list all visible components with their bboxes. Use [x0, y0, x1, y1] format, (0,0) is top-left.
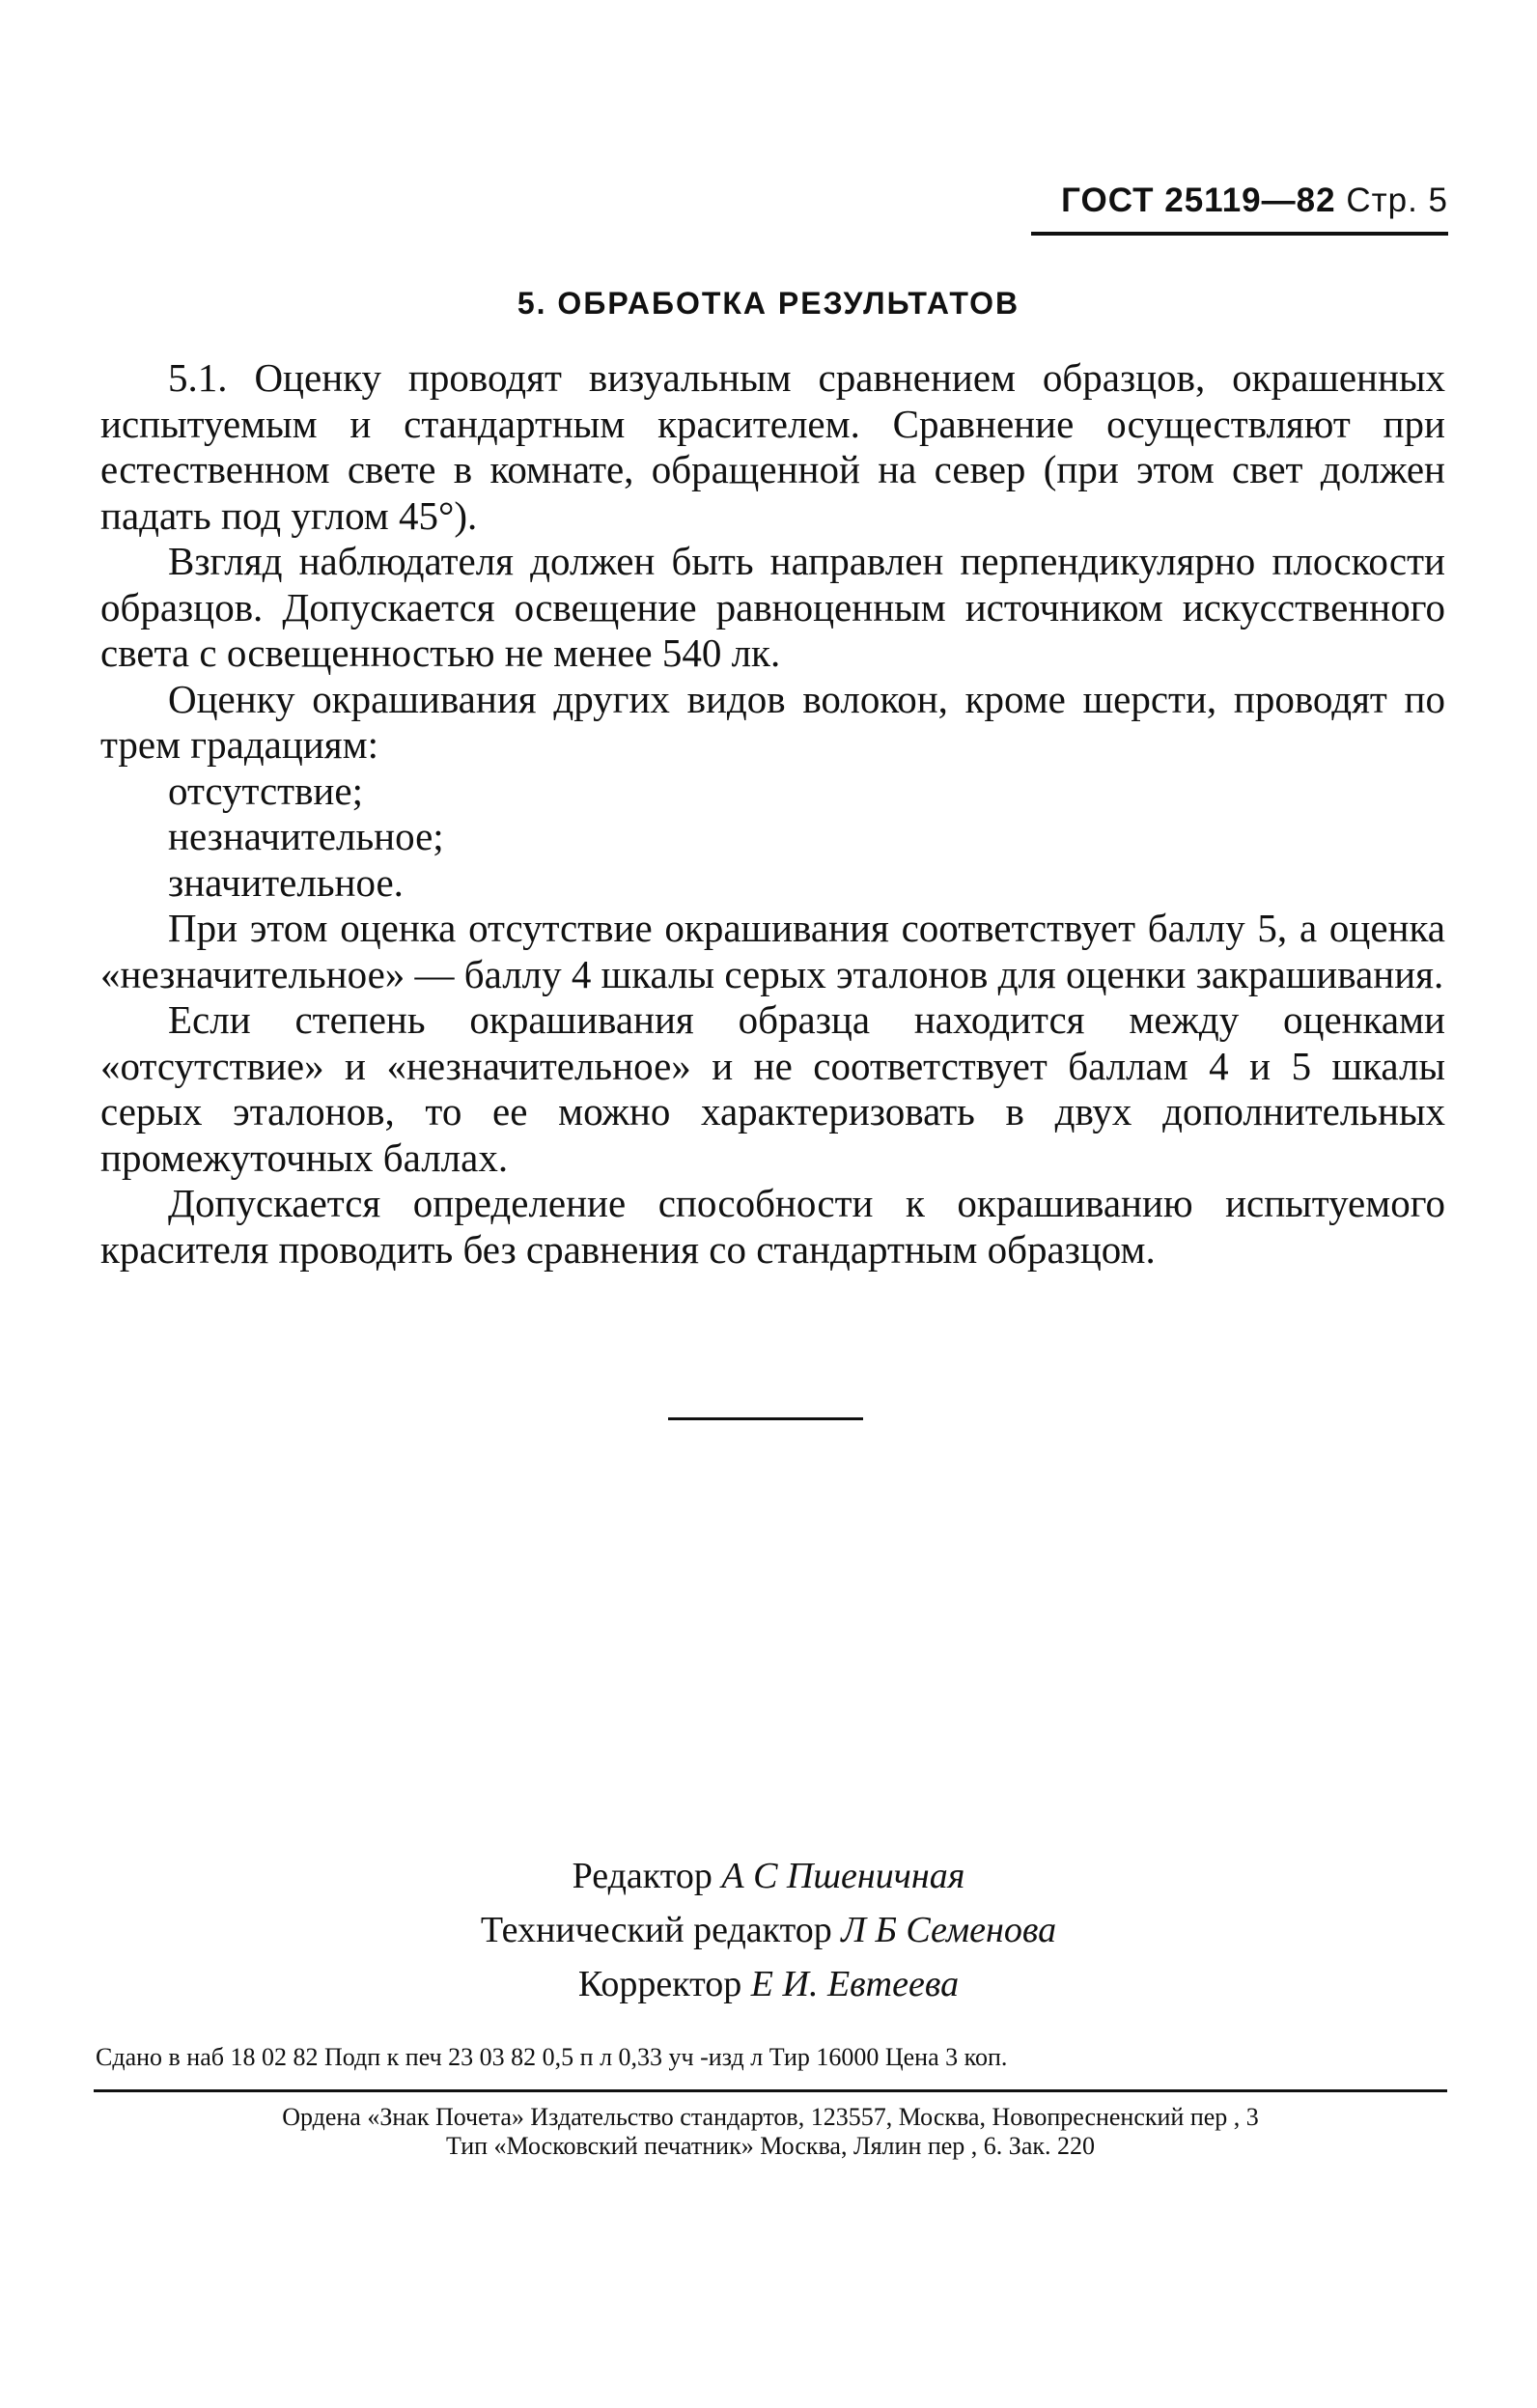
section-body: [100, 355, 1445, 1273]
credits: [0, 1849, 1537, 2011]
paragraph-observer: Взгляд наблюдателя должен быть направлен перпендикулярно плоскости образцов. Допускается освещение равноценным источником искусственного света с освещенностью не менее 540 лк.: [100, 539, 1445, 675]
corrector-line: [0, 1957, 1537, 2011]
publisher-footer: [94, 2103, 1447, 2161]
header-rule: [1031, 232, 1448, 236]
paragraph-5-1: 5.1. Оценку проводят визуальным сравнением образцов, окрашенных испытуемым и стандартным красителем. Сравнение осуществляют при естественном свете в комнате, обращенной на север (при этом свет должен падать под углом 45°).: [100, 355, 1445, 538]
section-end-rule: [668, 1417, 863, 1420]
editor-label: Редактор: [572, 1856, 713, 1896]
paragraph-scores: При этом оценка отсутствие окрашивания соответствует баллу 5, а оценка «незначительное» — баллу 4 шкалы серых эталонов для оценки закрашивания.: [100, 906, 1445, 996]
corrector-name: Е И. Евтеева: [750, 1964, 960, 2004]
tech-editor-name: Л Б Семенова: [841, 1910, 1057, 1950]
tech-editor-line: [0, 1903, 1537, 1957]
paragraph-intermediate: Если степень окрашивания образца находится между оценками «отсутствие» и «незначительное» и не соответствует баллам 4 и 5 шкалы серых эталонов, то ее можно характеризовать в двух дополнительных промежуточных баллах.: [100, 997, 1445, 1180]
editor-name: А С Пшеничная: [721, 1856, 965, 1896]
standard-code: ГОСТ 25119—82: [1061, 182, 1336, 219]
list-item: значительное.: [168, 859, 404, 905]
page-header: [1061, 182, 1448, 220]
corrector-label: Корректор: [577, 1964, 742, 2004]
list-item: отсутствие;: [168, 768, 363, 813]
paragraph-without-standard: Допускается определение способности к окрашиванию испытуемого красителя проводить без сравнения со стандартным образцом.: [100, 1181, 1445, 1272]
publisher-line: Ордена «Знак Почета» Издательство стандартов, 123557, Москва, Новопресненский пер , 3: [282, 2103, 1259, 2131]
imprint-line: Сдано в наб 18 02 82 Подп к печ 23 03 82 0,5 п л 0,33 уч -изд л Тир 16000 Цена 3 коп.: [96, 2043, 1008, 2071]
page-number: Стр. 5: [1346, 182, 1448, 219]
tech-editor-label: Технический редактор: [480, 1910, 832, 1950]
list-item: незначительное;: [168, 814, 444, 858]
printer-line: Тип «Московский печатник» Москва, Лялин пер , 6. Зак. 220: [445, 2132, 1096, 2160]
imprint-rule: [94, 2089, 1447, 2092]
editor-line: [0, 1849, 1537, 1903]
section-title: 5. ОБРАБОТКА РЕЗУЛЬТАТОВ: [517, 286, 1020, 321]
paragraph-gradations: Оценку окрашивания других видов волокон, кроме шерсти, проводят по трем градациям:: [100, 676, 1445, 767]
